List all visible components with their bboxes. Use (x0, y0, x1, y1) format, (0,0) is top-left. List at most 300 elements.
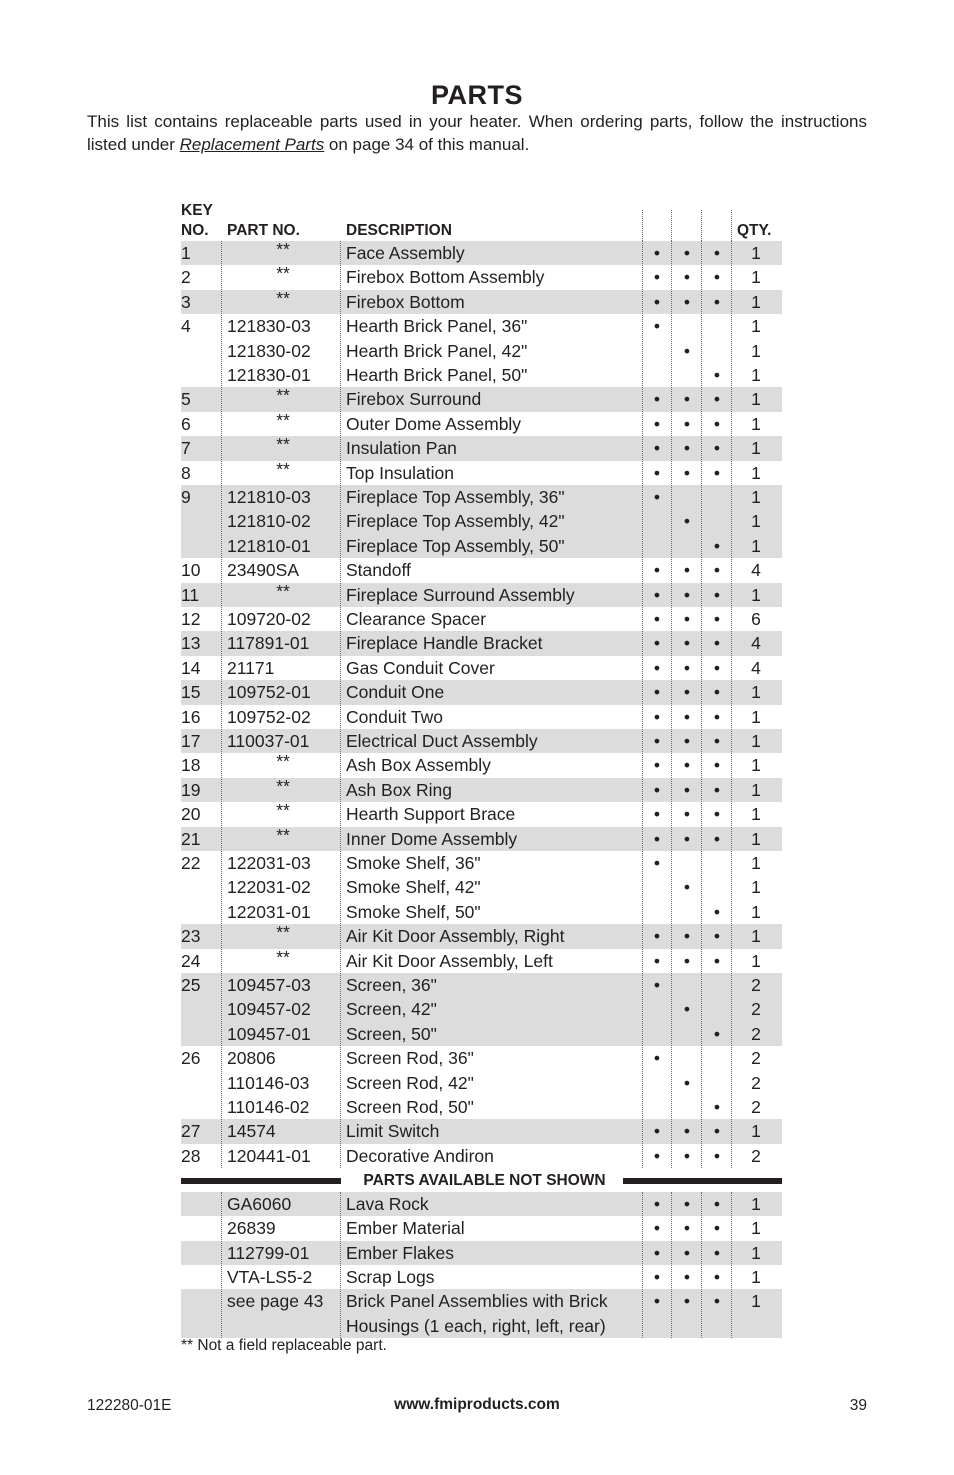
model-bullet: • (653, 291, 661, 312)
description: Electrical Duct Assembly (346, 731, 538, 751)
intro-text-end: on page 34 of this manual. (324, 134, 530, 154)
quantity: 1 (751, 682, 761, 703)
website: www.fmiproducts.com (394, 1396, 560, 1413)
parts-table (181, 170, 782, 1340)
part-number: ** (276, 824, 290, 845)
key-number: 2 (181, 267, 191, 288)
key-no-header (181, 201, 213, 241)
quantity: 1 (751, 804, 761, 825)
model-bullet: • (683, 657, 691, 678)
quantity: 1 (751, 1193, 761, 1214)
key-number: 20 (181, 804, 201, 825)
column-divider (701, 241, 702, 1168)
model-bullet: • (713, 755, 721, 776)
model-bullet: • (653, 584, 661, 605)
description: Face Assembly (346, 243, 465, 263)
table-row (181, 287, 782, 314)
key-number: 27 (181, 1121, 201, 1142)
quantity: 4 (751, 633, 761, 654)
model-bullet: • (683, 706, 691, 727)
description: Hearth Support Brace (346, 804, 516, 825)
description: Screen, 50" (346, 1023, 437, 1044)
quantity: 2 (751, 1145, 761, 1166)
model-bullet: • (653, 633, 661, 654)
model-bullet: • (713, 535, 721, 556)
model-bullet: • (683, 779, 691, 800)
quantity: 1 (751, 511, 761, 532)
part-number: ** (276, 385, 290, 406)
model-bullet: • (653, 389, 661, 410)
band-rule-right (623, 1178, 782, 1184)
quantity: 1 (751, 340, 761, 361)
part-number: 121810-02 (227, 511, 311, 532)
model-bullet: • (683, 413, 691, 434)
part-number: ** (276, 751, 290, 772)
model-bullet: • (683, 926, 691, 947)
key-number: 25 (181, 975, 201, 995)
table-row (181, 314, 782, 387)
part-number: 121830-03 (227, 316, 311, 337)
table-row (181, 680, 782, 704)
description: Fireplace Top Assembly, 36" (346, 487, 565, 507)
model-bullet: • (653, 804, 661, 825)
column-divider (340, 241, 341, 1168)
model-bullet: • (713, 706, 721, 727)
model-bullet: • (683, 340, 691, 361)
description: Top Insulation (346, 462, 454, 483)
model-bullet: • (653, 657, 661, 678)
key-number: 15 (181, 682, 201, 703)
model-bullet: • (683, 755, 691, 776)
model-bullet: • (653, 853, 661, 873)
model-bullet: • (713, 828, 721, 849)
model-bullet: • (713, 609, 721, 629)
model-bullet: • (713, 901, 721, 922)
model-bullet: • (683, 243, 691, 263)
quantity: 1 (751, 950, 761, 971)
description-header: DESCRIPTION (346, 222, 452, 239)
part-number: ** (276, 922, 290, 943)
model-bullet: • (653, 755, 661, 776)
table-row-not-shown (181, 1192, 782, 1216)
model-bullet: • (683, 877, 691, 898)
header-divider (671, 210, 672, 241)
part-number: ** (276, 263, 290, 284)
model-bullet: • (653, 462, 661, 483)
model-bullet: • (713, 584, 721, 605)
table-row (181, 607, 782, 631)
quantity: 1 (751, 731, 761, 751)
model-bullet: • (683, 682, 691, 703)
key-number: 5 (181, 389, 191, 410)
part-number: ** (276, 434, 290, 455)
part-number: 122031-03 (227, 853, 311, 873)
quantity: 1 (751, 779, 761, 800)
model-bullet: • (683, 950, 691, 971)
table-row (181, 458, 782, 485)
table-row (181, 705, 782, 729)
key-number: 22 (181, 853, 201, 873)
model-bullet: • (713, 926, 721, 947)
part-number: 109752-01 (227, 682, 311, 703)
description: Screen Rod, 50" (346, 1096, 474, 1117)
table-row (181, 580, 782, 607)
quantity: 1 (751, 828, 761, 849)
part-number: ** (276, 458, 290, 479)
model-bullet: • (713, 1291, 721, 1312)
key-number: 6 (181, 413, 191, 434)
key-number: 13 (181, 633, 201, 654)
description: Conduit One (346, 682, 445, 703)
key-number: 4 (181, 316, 191, 337)
model-bullet: • (683, 1291, 691, 1312)
quantity: 1 (751, 413, 761, 434)
key-number: 8 (181, 462, 191, 483)
model-bullet: • (713, 1121, 721, 1142)
column-divider (731, 241, 732, 1168)
part-number: 14574 (227, 1121, 276, 1142)
table-row (181, 1144, 782, 1168)
quantity: 1 (751, 584, 761, 605)
column-divider (340, 1192, 341, 1338)
description: Hearth Brick Panel, 42" (346, 340, 528, 361)
quantity: 1 (751, 291, 761, 312)
description: Ember Flakes (346, 1242, 454, 1263)
key-number: 11 (181, 584, 200, 605)
part-number: ** (276, 946, 290, 967)
table-row (181, 1119, 782, 1143)
model-bullet: • (713, 560, 721, 581)
model-bullet: • (683, 1218, 691, 1239)
model-bullet: • (683, 731, 691, 751)
key-number: 12 (181, 609, 201, 629)
quantity: 1 (751, 535, 761, 556)
quantity: 2 (751, 1072, 761, 1093)
model-bullet: • (683, 1072, 691, 1093)
description: Screen Rod, 42" (346, 1072, 474, 1093)
table-row-not-shown (181, 1289, 782, 1338)
page-title: PARTS (430, 80, 523, 110)
part-number: 109720-02 (227, 609, 311, 629)
model-bullet: • (653, 1291, 661, 1312)
key-number: 26 (181, 1048, 201, 1069)
model-bullet: • (683, 999, 691, 1020)
part-number: 26839 (227, 1218, 276, 1239)
key-number: 14 (181, 657, 201, 678)
quantity: 1 (751, 316, 761, 337)
model-bullet: • (653, 413, 661, 434)
document-number: 122280-01E (87, 1397, 172, 1414)
intro-text: This list contains replaceable parts used in your heater. When ordering parts, follow the instructions listed under (87, 112, 867, 154)
key-number: 28 (181, 1145, 201, 1166)
model-bullet: • (713, 267, 721, 288)
description: Air Kit Door Assembly, Left (346, 950, 553, 971)
quantity: 1 (751, 389, 761, 410)
model-bullet: • (683, 1121, 691, 1142)
description: Fireplace Handle Bracket (346, 633, 543, 654)
header-divider (642, 210, 643, 241)
quantity: 1 (751, 267, 761, 288)
part-number: 122031-01 (227, 901, 311, 922)
quantity: 6 (751, 609, 761, 629)
model-bullet: • (683, 267, 691, 288)
intro-paragraph (87, 111, 867, 156)
quantity: 1 (751, 926, 761, 947)
part-number: 110146-03 (227, 1072, 310, 1093)
description: Insulation Pan (346, 438, 457, 459)
description: Screen, 36" (346, 975, 437, 995)
quantity: 1 (751, 462, 761, 483)
model-bullet: • (713, 413, 721, 434)
column-divider (671, 241, 672, 1168)
model-bullet: • (683, 633, 691, 654)
description: Smoke Shelf, 50" (346, 901, 481, 922)
table-row (181, 656, 782, 680)
model-bullet: • (653, 243, 661, 263)
model-bullet: • (683, 389, 691, 410)
table-row (181, 973, 782, 1046)
table-row (181, 851, 782, 924)
quantity: 2 (751, 1048, 761, 1069)
model-bullet: • (713, 633, 721, 654)
key-number: 17 (181, 731, 201, 751)
quantity: 2 (751, 975, 761, 995)
quantity: 2 (751, 1023, 761, 1044)
table-row-not-shown (181, 1241, 782, 1265)
page-number: 39 (849, 1397, 867, 1414)
key-number: 1 (181, 243, 191, 263)
column-divider (642, 1192, 643, 1338)
model-bullet: • (653, 682, 661, 703)
part-number: 120441-01 (227, 1145, 311, 1166)
model-bullet: • (653, 1048, 661, 1069)
model-bullet: • (713, 438, 721, 459)
description: Fireplace Top Assembly, 50" (346, 535, 565, 556)
column-divider (642, 241, 643, 1168)
quantity: 1 (751, 1218, 761, 1239)
part-number: 109457-02 (227, 999, 311, 1020)
description: Screen, 42" (346, 999, 437, 1020)
model-bullet: • (713, 804, 721, 825)
model-bullet: • (683, 1242, 691, 1263)
key-number: 18 (181, 755, 201, 776)
model-bullet: • (713, 682, 721, 703)
quantity: 1 (751, 487, 761, 507)
description: Ember Material (346, 1218, 465, 1239)
part-number: 109457-03 (227, 975, 311, 995)
part-number: 23490SA (227, 560, 300, 581)
column-divider (731, 1192, 732, 1338)
model-bullet: • (653, 1242, 661, 1263)
quantity: 2 (751, 999, 761, 1020)
model-bullet: • (683, 1193, 691, 1214)
quantity: 1 (751, 706, 761, 727)
table-row (181, 824, 782, 851)
quantity: 1 (751, 438, 761, 459)
description: Hearth Brick Panel, 50" (346, 364, 528, 385)
model-bullet: • (683, 291, 691, 312)
part-number: 121810-01 (227, 535, 311, 556)
quantity: 2 (751, 1096, 761, 1117)
header-divider (701, 210, 702, 241)
part-number: 121810-03 (227, 487, 311, 507)
header-divider (731, 210, 732, 241)
model-bullet: • (653, 438, 661, 459)
footnote: ** Not a field replaceable part. (181, 1337, 387, 1354)
key-header-line2: NO. (181, 222, 209, 239)
model-bullet: • (653, 316, 661, 337)
part-number: 110146-02 (227, 1096, 310, 1117)
description: Fireplace Surround Assembly (346, 584, 575, 605)
key-number: 19 (181, 779, 201, 800)
model-bullet: • (653, 1145, 661, 1166)
quantity: 1 (751, 877, 761, 898)
table-row (181, 946, 782, 973)
model-bullet: • (713, 1023, 721, 1044)
column-divider (221, 241, 222, 1168)
part-number: 21171 (227, 657, 275, 678)
key-number: 9 (181, 487, 191, 507)
key-header-line1: KEY (181, 202, 213, 219)
part-number: 117891-01 (227, 633, 310, 654)
not-shown-band (181, 1169, 782, 1193)
model-bullet: • (683, 462, 691, 483)
model-bullet: • (683, 584, 691, 605)
key-number: 24 (181, 950, 201, 971)
table-row (181, 631, 782, 655)
part-number: 109457-01 (227, 1023, 311, 1044)
replacement-parts-reference: Replacement Parts (179, 134, 325, 154)
description: Conduit Two (346, 706, 443, 727)
model-bullet: • (713, 657, 721, 678)
key-number: 3 (181, 291, 191, 312)
model-bullet: • (653, 926, 661, 947)
part-number: 121830-01 (227, 364, 311, 385)
model-bullet: • (713, 1266, 721, 1287)
model-bullet: • (683, 609, 691, 629)
part-number: VTA-LS5-2 (227, 1266, 313, 1287)
key-number: 23 (181, 926, 201, 947)
model-bullet: • (713, 291, 721, 312)
part-number: ** (276, 239, 290, 259)
model-bullet: • (713, 1145, 721, 1166)
model-bullet: • (683, 438, 691, 459)
quantity: 1 (751, 1242, 761, 1263)
part-number: 122031-02 (227, 877, 311, 898)
description: Gas Conduit Cover (346, 657, 495, 678)
description: Ash Box Ring (346, 779, 453, 800)
model-bullet: • (653, 706, 661, 727)
part-number: ** (276, 287, 290, 308)
table-row (181, 485, 782, 558)
part-number: see page 43 (227, 1291, 324, 1312)
part-number: 121830-02 (227, 340, 311, 361)
model-bullet: • (713, 1242, 721, 1263)
quantity: 1 (751, 1291, 761, 1312)
key-number: 21 (181, 828, 201, 849)
quantity: 1 (751, 1266, 761, 1287)
description: Ash Box Assembly (346, 755, 491, 776)
model-bullet: • (683, 1145, 691, 1166)
description: Lava Rock (346, 1193, 429, 1214)
description: Hearth Brick Panel, 36" (346, 316, 528, 337)
quantity: 1 (751, 243, 761, 263)
description: Scrap Logs (346, 1266, 435, 1287)
band-rule-left (181, 1178, 341, 1184)
part-number: 112799-01 (227, 1242, 310, 1263)
model-bullet: • (653, 487, 661, 507)
model-bullet: • (713, 389, 721, 410)
model-bullet: • (713, 950, 721, 971)
model-bullet: • (683, 804, 691, 825)
part-number: 20806 (227, 1048, 276, 1069)
quantity: 1 (751, 364, 761, 385)
model-bullet: • (653, 1266, 661, 1287)
model-bullet: • (683, 1266, 691, 1287)
quantity: 1 (751, 853, 761, 873)
model-bullet: • (653, 1121, 661, 1142)
model-bullet: • (653, 1218, 661, 1239)
model-bullet: • (653, 1193, 661, 1214)
model-bullet: • (653, 950, 661, 971)
part-no-header: PART NO. (227, 222, 300, 239)
description: Limit Switch (346, 1121, 440, 1142)
model-bullet: • (653, 560, 661, 581)
description: Outer Dome Assembly (346, 413, 522, 434)
model-bullet: • (653, 267, 661, 288)
description: Decorative Andiron (346, 1145, 494, 1166)
description: Firebox Bottom Assembly (346, 267, 545, 288)
description: Standoff (346, 560, 411, 581)
model-bullet: • (713, 1193, 721, 1214)
model-bullet: • (683, 560, 691, 581)
part-number: ** (276, 580, 290, 601)
model-bullet: • (713, 462, 721, 483)
quantity: 4 (751, 560, 761, 581)
column-divider (221, 1192, 222, 1338)
model-bullet: • (653, 828, 661, 849)
description: Clearance Spacer (346, 609, 487, 629)
model-bullet: • (713, 1218, 721, 1239)
description: Smoke Shelf, 42" (346, 877, 481, 898)
description: Smoke Shelf, 36" (346, 853, 481, 873)
model-bullet: • (713, 731, 721, 751)
model-bullet: • (653, 779, 661, 800)
not-shown-label: PARTS AVAILABLE NOT SHOWN (346, 1169, 623, 1193)
column-divider (701, 1192, 702, 1338)
part-number: GA6060 (227, 1193, 292, 1214)
table-row-not-shown (181, 1265, 782, 1289)
description: Screen Rod, 36" (346, 1048, 474, 1069)
model-bullet: • (683, 828, 691, 849)
description: Firebox Surround (346, 389, 482, 410)
part-number: ** (276, 409, 290, 430)
quantity: 4 (751, 657, 761, 678)
part-number: ** (276, 800, 290, 821)
description: Housings (1 each, right, left, rear) (346, 1315, 606, 1336)
part-number: ** (276, 775, 290, 796)
key-number: 16 (181, 706, 201, 727)
model-bullet: • (653, 609, 661, 629)
quantity: 1 (751, 901, 761, 922)
description: Firebox Bottom (346, 291, 465, 312)
qty-header: QTY. (737, 222, 772, 239)
quantity: 1 (751, 1121, 761, 1142)
table-row (181, 1046, 782, 1119)
model-bullet: • (653, 975, 661, 995)
key-number: 10 (181, 560, 201, 581)
column-divider (671, 1192, 672, 1338)
